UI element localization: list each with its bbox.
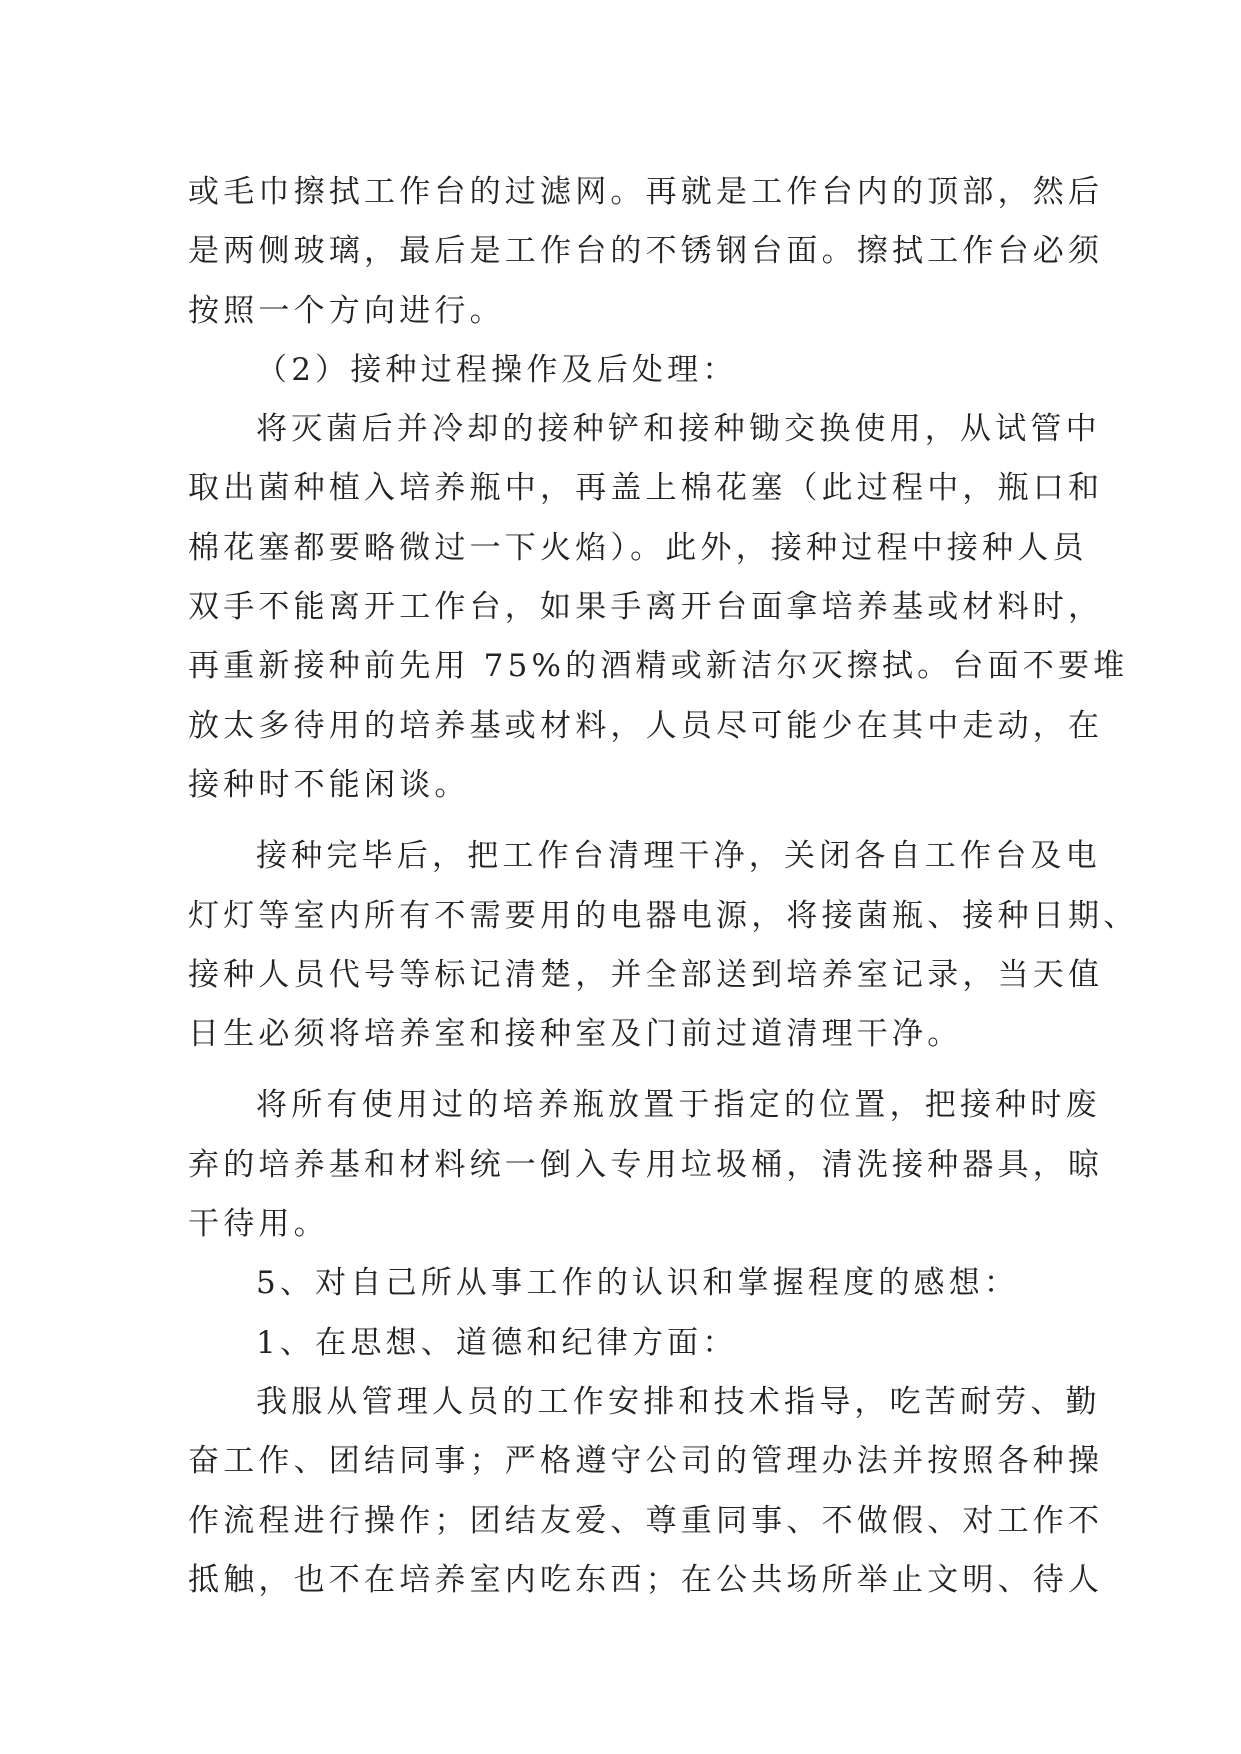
text-line: 干待用。 (188, 1206, 329, 1243)
text-line: 将所有使用过的培养瓶放置于指定的位置，把接种时废 (256, 1087, 1101, 1124)
text-line: 双手不能离开工作台，如果手离开台面拿培养基或材料时， (188, 589, 1104, 626)
text-line: 灯灯等室内所有不需要用的电器电源，将接菌瓶、接种日期、 (188, 897, 1139, 934)
text-line: 奋工作、团结同事；严格遵守公司的管理办法并按照各种操 (188, 1443, 1104, 1480)
text-line: 抵触，也不在培养室内吃东西；在公共场所举止文明、待人 (188, 1561, 1104, 1598)
text-line: 取出菌种植入培养瓶中，再盖上棉花塞（此过程中，瓶口和 (188, 470, 1104, 507)
section-heading: 5、对自己所从事工作的认识和掌握程度的感想： (256, 1265, 1020, 1302)
text-line: 或毛巾擦拭工作台的过滤网。再就是工作台内的顶部，然后 (188, 174, 1104, 210)
text-line: 作流程进行操作；团结友爱、尊重同事、不做假、对工作不 (188, 1502, 1104, 1539)
section-heading: 1、在思想、道德和纪律方面： (256, 1324, 738, 1361)
document-body (188, 163, 1139, 1610)
section-heading: （2）接种过程操作及后处理： (256, 351, 738, 388)
text-line: 弃的培养基和材料统一倒入专用垃圾桶，清洗接种器具，晾 (188, 1146, 1104, 1183)
text-line: 接种时不能闲谈。 (188, 766, 470, 803)
text-line: 再重新接种前先用 75%的酒精或新洁尔灭擦拭。台面不要堆 (188, 648, 1129, 685)
text-line: 将灭菌后并冷却的接种铲和接种锄交换使用，从试管中 (256, 411, 1101, 448)
text-line: 我服从管理人员的工作安排和技术指导，吃苦耐劳、勤 (256, 1383, 1101, 1420)
text-line: 是两侧玻璃，最后是工作台的不锈钢台面。擦拭工作台必须 (188, 233, 1104, 270)
text-line: 接种完毕后，把工作台清理干净，关闭各自工作台及电 (256, 838, 1101, 875)
text-line: 放太多待用的培养基或材料，人员尽可能少在其中走动，在 (188, 707, 1104, 744)
text-line: 按照一个方向进行。 (188, 292, 505, 329)
text-line: 接种人员代号等标记清楚，并全部送到培养室记录，当天值 (188, 956, 1104, 993)
text-line: 日生必须将培养室和接种室及门前过道清理干净。 (188, 1016, 963, 1053)
text-line: 棉花塞都要略微过一下火焰）。此外，接种过程中接种人员 (188, 529, 1088, 566)
